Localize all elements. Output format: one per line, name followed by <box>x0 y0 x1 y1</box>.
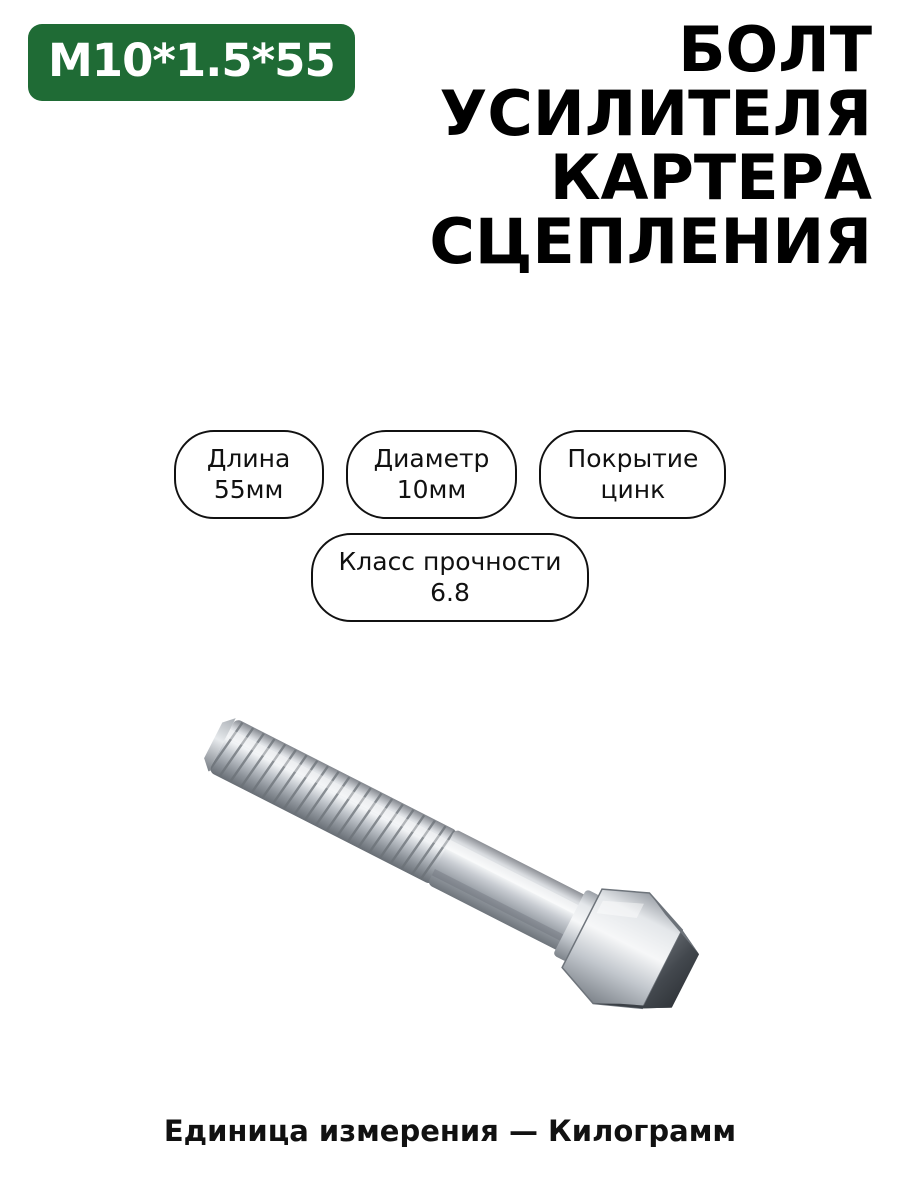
spec-value-strength-class: 6.8 <box>430 577 470 607</box>
spec-pill-strength-class <box>311 533 590 622</box>
spec-label-coating: Покрытие <box>567 444 699 473</box>
title-line-4: СЦЕПЛЕНИЯ <box>429 204 872 278</box>
spec-pill-group <box>0 430 900 622</box>
spec-pill-diameter <box>346 430 518 519</box>
spec-value-length: 55мм <box>213 474 284 504</box>
spec-label-strength-class: Класс прочности <box>338 547 562 576</box>
page-title <box>272 13 872 278</box>
spec-pill-length <box>174 430 324 519</box>
title-line-1: БОЛТ <box>678 13 872 86</box>
spec-value-coating: цинк <box>600 474 666 504</box>
spec-label-length: Длина <box>206 444 291 473</box>
spec-pill-coating <box>539 430 726 519</box>
hex-bolt-illustration <box>0 640 900 1060</box>
spec-row-primary <box>0 430 900 519</box>
spec-label-diameter: Диаметр <box>373 444 490 473</box>
title-line-2: УСИЛИТЕЛЯ <box>439 76 872 150</box>
product-image <box>0 640 900 1060</box>
unit-of-measure-note: Единица измерения — Килограмм <box>163 1114 737 1148</box>
title-line-3: КАРТЕРА <box>549 140 872 214</box>
spec-value-diameter: 10мм <box>396 474 467 504</box>
card-header <box>0 0 900 278</box>
sku-badge: M10*1.5*55 <box>28 24 355 101</box>
spec-row-secondary <box>0 533 900 622</box>
